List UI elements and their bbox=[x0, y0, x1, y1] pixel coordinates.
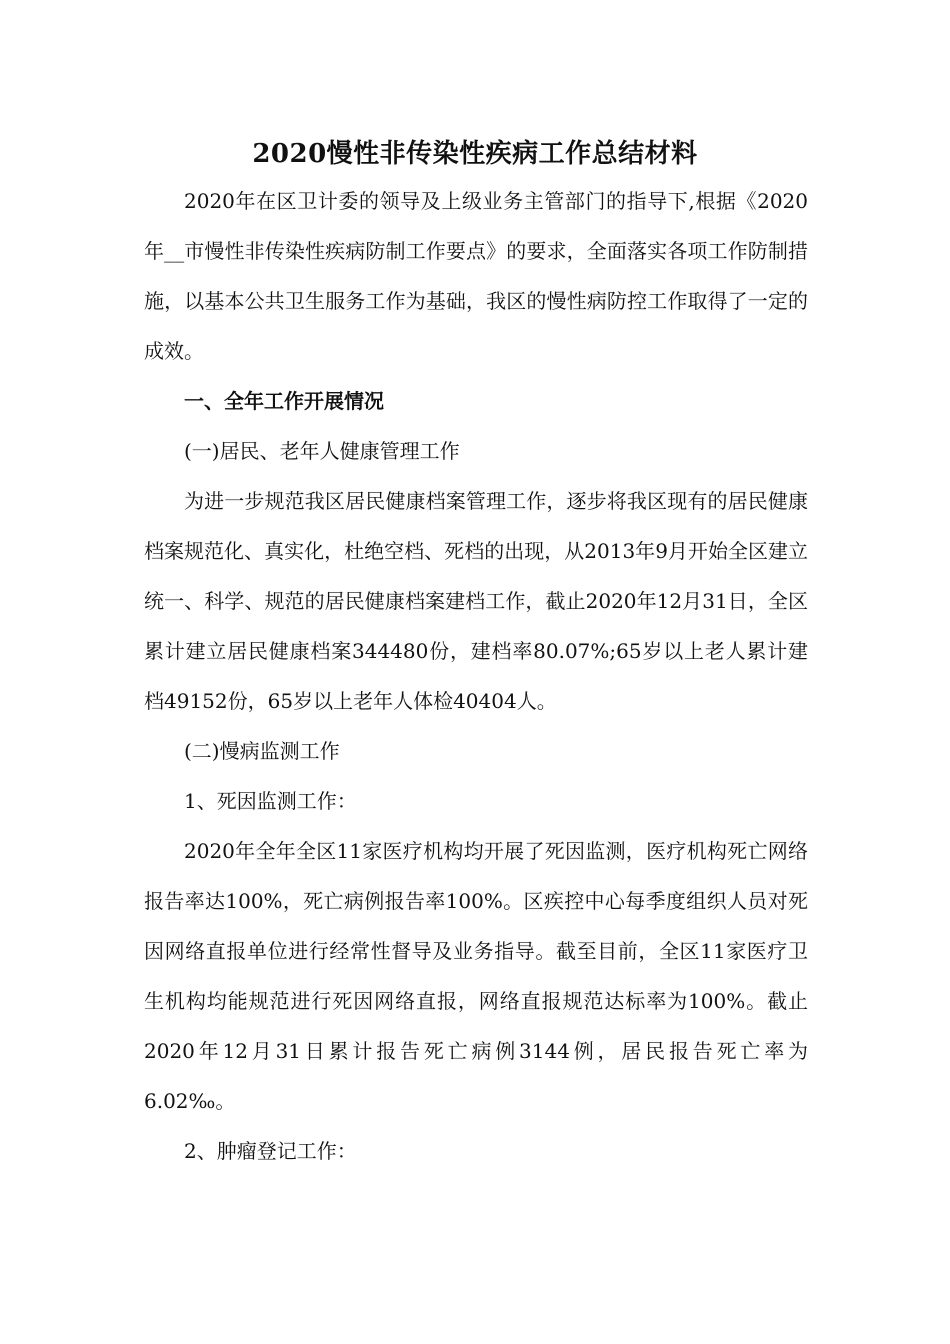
section-heading-1: 一、全年工作开展情况 bbox=[184, 389, 384, 413]
document-body bbox=[144, 176, 808, 1176]
subsection-heading-1: (一)居民、老年人健康管理工作 bbox=[184, 439, 460, 463]
item-1-paragraph: 2020年全年全区11家医疗机构均开展了死因监测，医疗机构死亡网络报告率达100%，死亡病例报告率100%。区疾控中心每季度组织人员对死因网络直报单位进行经常性督导及业务指导。截至目前，全区11家医疗卫生机构均能规范进行死因网络直报，网络直报规范达标率为100%。截止2020年12月31日累计报告死亡病例3144例，居民报告死亡率为6.02‰。 bbox=[144, 839, 808, 1113]
intro-paragraph: 2020年在区卫计委的领导及上级业务主管部门的指导下,根据《2020年__市慢性非传染性疾病防制工作要点》的要求，全面落实各项工作防制措施，以基本公共卫生服务工作为基础，我区的慢性病防控工作取得了一定的成效。 bbox=[144, 189, 808, 363]
item-heading-1: 1、死因监测工作： bbox=[184, 789, 357, 813]
subsection-1-paragraph: 为进一步规范我区居民健康档案管理工作，逐步将我区现有的居民健康档案规范化、真实化，杜绝空档、死档的出现，从2013年9月开始全区建立统一、科学、规范的居民健康档案建档工作，截止2020年12月31日，全区累计建立居民健康档案344480份，建档率80.07%;65岁以上老人累计建档49152份，65岁以上老年人体检40404人。 bbox=[144, 489, 808, 713]
item-heading-2: 2、肿瘤登记工作： bbox=[184, 1139, 357, 1163]
document-title: 2020慢性非传染性疾病工作总结材料 bbox=[252, 139, 698, 169]
subsection-heading-2: (二)慢病监测工作 bbox=[184, 739, 340, 763]
